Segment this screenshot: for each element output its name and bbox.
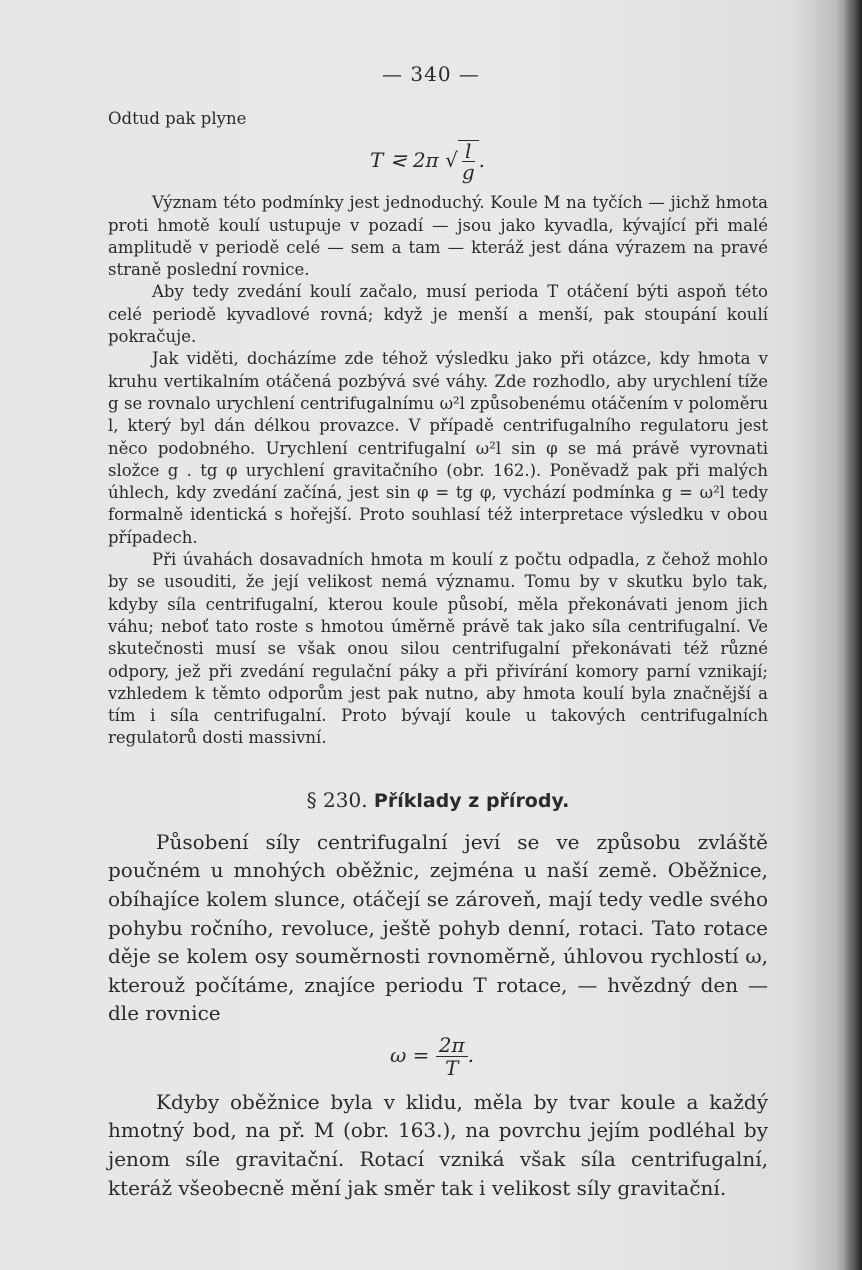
page-number: — 340 —: [382, 62, 480, 86]
small-text-block: [108, 108, 768, 750]
large-text-block: [108, 828, 768, 1203]
book-spine-shadow: [844, 0, 862, 1270]
sqrt-radicand: [458, 139, 479, 185]
formula-period-num: l: [465, 139, 472, 164]
formula-omega-eq: =: [412, 1042, 430, 1067]
paragraph-5: Působení síly centrifugalní jeví se ve způsobu zvláště poučném u mnohých oběžnic, zejména u naší země. Oběžnice, obíhajíce kolem slunce, otáčejí se zároveň, mají tedy vedle svého pohybu ročního, revoluce, ještě pohyb denní, rotaci. Tato rotace děje se kolem osy souměrnosti rovnoměrně, úhlovou rychlostí ω, kterouž počítáme, znajíce periodu T rotace, — hvězdný den — dle rovnice: [108, 829, 768, 1026]
formula-period-expression: [370, 139, 485, 185]
page-content: [108, 108, 768, 1202]
formula-period-lhs: T: [370, 148, 384, 173]
paragraph-4: Při úvahách dosavadních hmota m koulí z počtu odpadla, z čehož mohlo by se usouditi, že její velikost nemá významu. Tomu by v skutku bylo tak, kdyby síla centrifugalní, kterou koule působí, měla překonávati jenom jich váhu; neboť tato roste s hmotou úměrně právě tak jako síla centrifugalní. Ve skutečnosti musí se však onou silou centrifugalní překonávati též různé odpory, jež při zvedání regulační páky a při přivírání komory parní vznikají; vzhledem k těmto odporům jest pak nutno, aby hmota koulí byla značnější a tím i síla centrifugalní. Proto bývají koule u takových centrifugalních regulatorů dosti massivní.: [108, 550, 768, 748]
paragraph-2: Aby tedy zvedání koulí začalo, musí perioda T otáčení býti aspoň této celé periodě kyvadlové rovná; když je menší a menší, pak stoupání koulí pokračuje.: [108, 282, 768, 347]
section-number: § 230.: [306, 787, 368, 812]
formula-period-den: g: [461, 160, 475, 185]
formula-omega-num: 2π: [436, 1034, 468, 1057]
sqrt-sign: √: [445, 148, 458, 173]
paragraph-3: Jak viděti, docházíme zde téhož výsledku jako při otázce, kdy hmota v kruhu vertikalním otáčená pozbývá své váhy. Zde rozhodlo, aby urychlení tíže g se rovnalo urychlení centrifugalnímu ω²l způsobenému otáčením v poloměru l, který byl dán délkou provazce. V případě centrifugalního regulatoru jest něco podobného. Urychlení centrifugalní ω²l sin φ se má právě vyrovnati složce g . tg φ urychlení gravitačního (obr. 162.). Poněvadž pak při malých úhlech, kdy zvedání začíná, jest sin φ = tg φ, vychází podmínka g = ω²l tedy formalně identická s hořejší. Proto souhlasí též interpretace výsledku v obou případech.: [108, 349, 768, 547]
paragraph-1: Význam této podmínky jest jednoduchý. Koule M na tyčích — jichž hmota proti hmotě koulí ustupuje v pozadí — jsou jako kyvadla, kývající při malé amplitudě v periodě celé — sem a tam — kteráž jest dána výrazem na pravé straně poslední rovnice.: [108, 193, 768, 280]
formula-omega-lhs: ω: [390, 1042, 407, 1067]
section-title: Příklady z přírody.: [373, 789, 570, 812]
formula-omega-fraction: [436, 1034, 468, 1079]
formula-omega-den: T: [445, 1055, 459, 1080]
formula-omega: [108, 1028, 768, 1088]
formula-period-relation: ⋜: [389, 148, 407, 173]
section-heading: [108, 788, 768, 812]
formula-omega-expression: [390, 1034, 474, 1079]
paragraph-intro: Odtud pak plyne: [108, 109, 247, 128]
formula-omega-end: .: [467, 1042, 475, 1067]
formula-period-end: .: [478, 148, 485, 173]
formula-period: [108, 130, 768, 192]
formula-period-factor: 2π: [412, 148, 439, 173]
paragraph-6: Kdyby oběžnice byla v klidu, měla by tvar koule a každý hmotný bod, na př. M (obr. 163.), na povrchu jejím podléhal by jenom síle gravitační. Rotací vzniká však síla centrifugalní, kteráž všeobecně mění jak směr tak i velikost síly gravitační.: [108, 1089, 768, 1200]
